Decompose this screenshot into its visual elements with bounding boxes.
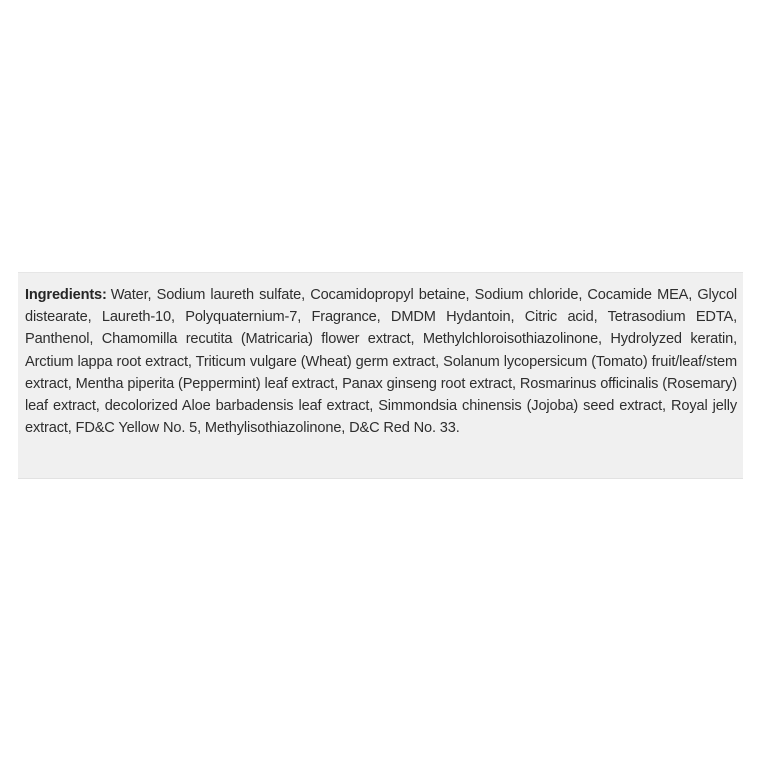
ingredients-panel <box>18 272 743 479</box>
ingredients-list: Water, Sodium laureth sulfate, Cocamidopropyl betaine, Sodium chloride, Cocamide MEA, Glycol distearate, Laureth-10, Polyquaternium-7, Fragrance, DMDM Hydantoin, Citric acid, Tetrasodium EDTA, Panthenol, Chamomilla recutita (Matricaria) flower extract, Methylchloroisothiazolinone, Hydrolyzed keratin, Arctium lappa root extract, Triticum vulgare (Wheat) germ extract, Solanum lycopersicum (Tomato) fruit/leaf/stem extract, Mentha piperita (Peppermint) leaf extract, Panax ginseng root extract, Rosmarinus officinalis (Rosemary) leaf extract, decolorized Aloe barbadensis leaf extract, Simmondsia chinensis (Jojoba) seed extract, Royal jelly extract, FD&C Yellow No. 5, Methylisothiazolinone, D&C Red No. 33. <box>25 287 737 437</box>
ingredients-heading: Ingredients: <box>25 287 107 303</box>
ingredients-paragraph <box>25 284 737 439</box>
